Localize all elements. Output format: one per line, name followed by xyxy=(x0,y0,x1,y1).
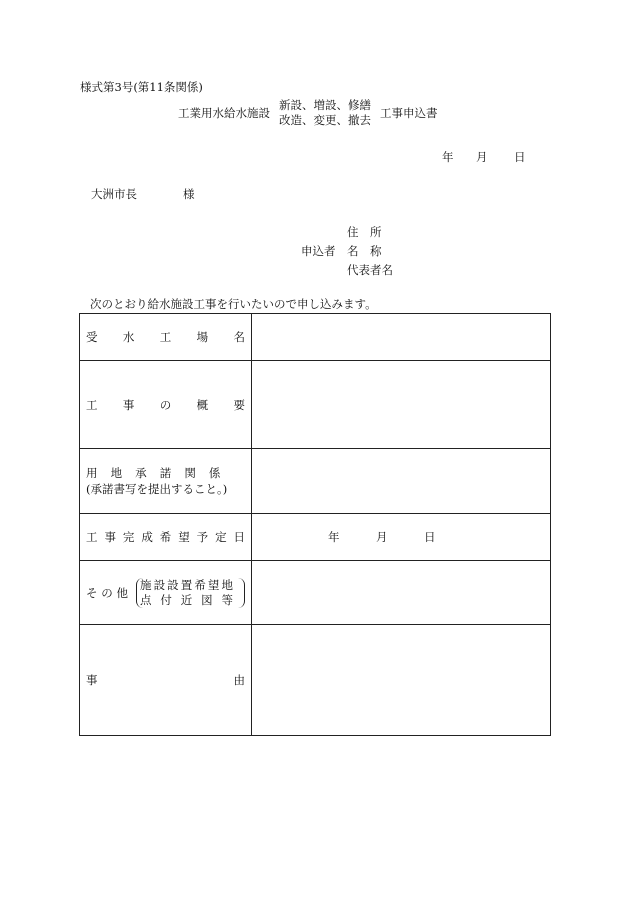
title-prefix: 工業用水給水施設 xyxy=(178,106,270,120)
label-char: 望 xyxy=(178,530,190,544)
applicant-address-label: 住 所 xyxy=(347,225,382,239)
label-char: 日 xyxy=(233,530,245,544)
label-char: 工 xyxy=(86,530,98,544)
intro-text: 次のとおり給水施設工事を行いたいので申し込みます。 xyxy=(90,297,377,311)
label-work-summary xyxy=(80,361,252,449)
label-char: 受 xyxy=(86,330,98,344)
label-char: の xyxy=(101,585,113,600)
table-row xyxy=(80,314,551,361)
row-label xyxy=(86,585,128,601)
row-label xyxy=(86,397,245,413)
label-char: そ xyxy=(86,585,98,600)
label-char: 場 xyxy=(196,330,209,344)
date-month: 月 xyxy=(476,150,488,164)
date-year: 年 xyxy=(442,150,454,164)
label-completion-date xyxy=(80,514,252,561)
label-char: 承 xyxy=(135,466,147,480)
label-char: 他 xyxy=(116,585,128,600)
date-day: 日 xyxy=(514,150,526,164)
applicant-representative-label: 代表者名 xyxy=(347,263,393,277)
label-char: 予 xyxy=(196,530,209,544)
form-title xyxy=(178,97,438,129)
land-consent-input[interactable] xyxy=(252,449,551,514)
label-char: 希 xyxy=(159,530,172,544)
completion-date-input[interactable] xyxy=(252,514,551,561)
label-char: 名 xyxy=(233,330,245,344)
label-char: 設 xyxy=(153,577,166,592)
other-input[interactable] xyxy=(252,561,551,625)
label-char: 置 xyxy=(180,577,193,592)
application-date xyxy=(442,149,526,165)
label-char: 用 xyxy=(86,466,98,480)
label-char: 点 xyxy=(140,592,152,607)
land-consent-note: (承諾書写を提出すること。) xyxy=(86,482,228,496)
factory-name-input[interactable] xyxy=(252,314,551,361)
label-char: 地 xyxy=(110,466,123,480)
addressee-name: 大洲市長 xyxy=(91,187,137,201)
other-label-wrap xyxy=(86,578,245,608)
label-char: 設 xyxy=(167,577,179,592)
reason-input[interactable] xyxy=(252,625,551,736)
label-char: 図 xyxy=(201,592,213,607)
label-char: 施 xyxy=(140,577,152,592)
addressee xyxy=(91,186,195,202)
label-char: 係 xyxy=(208,466,221,480)
title-work-type-options xyxy=(279,98,371,128)
label-water-receiving-factory xyxy=(80,314,252,361)
label-char: 概 xyxy=(196,397,209,412)
form-number: 様式第3号(第11条関係) xyxy=(80,80,203,94)
label-char: 工 xyxy=(159,330,172,344)
applicant-label: 申込者 xyxy=(301,244,336,258)
row-label xyxy=(86,529,245,545)
row-label xyxy=(86,672,245,688)
bracket-line2 xyxy=(140,593,233,608)
label-char: の xyxy=(159,397,172,412)
row-label xyxy=(86,329,245,345)
completion-day: 日 xyxy=(424,530,436,544)
completion-month: 月 xyxy=(376,530,388,544)
label-char: 由 xyxy=(233,673,245,687)
label-char: 完 xyxy=(122,530,135,544)
other-bracket-note xyxy=(136,578,245,608)
label-char: 事 xyxy=(104,530,116,544)
table-row xyxy=(80,625,551,736)
addressee-honorific: 様 xyxy=(183,187,195,201)
spacer xyxy=(233,465,245,481)
completion-year: 年 xyxy=(328,530,340,544)
bracket-line1 xyxy=(140,578,233,593)
label-char: 事 xyxy=(86,673,98,687)
table-row xyxy=(80,361,551,449)
label-char: 近 xyxy=(180,592,193,607)
label-char: 定 xyxy=(215,530,227,544)
table-row xyxy=(80,449,551,514)
title-suffix: 工事申込書 xyxy=(380,106,438,120)
table-row xyxy=(80,514,551,561)
label-char: 付 xyxy=(160,592,172,607)
application-table xyxy=(79,313,551,736)
label-char: 工 xyxy=(86,397,98,412)
label-reason xyxy=(80,625,252,736)
work-summary-input[interactable] xyxy=(252,361,551,449)
label-char: 水 xyxy=(122,330,135,344)
label-other xyxy=(80,561,252,625)
table-row xyxy=(80,561,551,625)
label-char: 等 xyxy=(221,592,233,607)
applicant-name-label: 名 称 xyxy=(347,244,382,258)
title-options-line1: 新設、増設、修繕 xyxy=(279,98,371,112)
label-char: 成 xyxy=(141,530,153,544)
title-options-line2: 改造、変更、撤去 xyxy=(279,113,371,127)
label-char: 要 xyxy=(233,397,245,412)
row-label xyxy=(86,465,245,481)
label-char: 地 xyxy=(221,577,233,592)
label-char: 希 xyxy=(194,577,206,592)
applicant-fields xyxy=(347,223,393,280)
label-char: 諾 xyxy=(159,466,172,480)
label-char: 事 xyxy=(122,397,135,412)
label-char: 関 xyxy=(184,466,196,480)
label-land-consent xyxy=(80,449,252,514)
label-char: 望 xyxy=(207,577,220,592)
